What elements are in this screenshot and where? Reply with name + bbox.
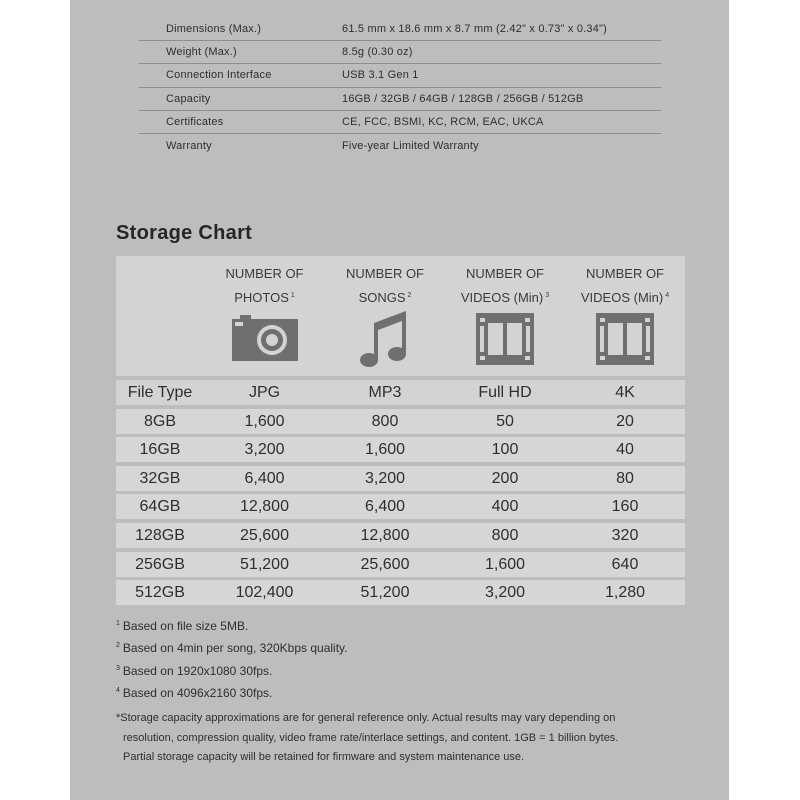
table-cell: Full HD: [478, 384, 532, 401]
table-row: [116, 409, 685, 434]
table-row: [116, 466, 685, 491]
footnotes: [116, 614, 348, 703]
table-cell: 100: [491, 441, 519, 459]
spec-value: USB 3.1 Gen 1: [342, 69, 419, 82]
storage-disclaimer: [116, 709, 686, 768]
header-line1: NUMBER OF: [466, 266, 544, 281]
storage-header-row: [116, 256, 685, 376]
film-strip-icon: [596, 313, 654, 365]
table-cell: 1,600: [364, 441, 406, 459]
table-cell: 25,600: [360, 555, 410, 573]
table-row: [116, 437, 685, 462]
table-cell: File Type: [127, 384, 193, 401]
table-cell: 25,600: [240, 526, 289, 544]
table-cell: 160: [611, 498, 639, 516]
table-row: [116, 494, 685, 519]
disclaimer-line: Partial storage capacity will be retained for firmware and system maintenance use.: [123, 751, 525, 763]
file-type-row: [116, 380, 685, 405]
spec-row: [139, 64, 661, 87]
table-cell: 102,400: [235, 584, 294, 602]
table-cell: 50: [496, 412, 514, 430]
header-line1: NUMBER OF: [225, 266, 304, 281]
header-videos-4k: [565, 256, 685, 376]
header-line2: VIDEOS (Min) $^3$: [460, 290, 550, 305]
table-cell: 51,200: [360, 584, 410, 602]
table-cell: 400: [491, 498, 519, 516]
table-cell: JPG: [248, 384, 281, 401]
table-row: [116, 552, 685, 577]
table-cell: 80: [616, 469, 634, 487]
spec-label: Warranty: [166, 139, 212, 152]
table-cell: 320: [611, 526, 639, 544]
storage-chart-title: Storage Chart: [116, 222, 253, 244]
header-empty-cell: [116, 256, 204, 376]
table-cell: 128GB: [135, 526, 185, 544]
spec-row: [139, 18, 661, 41]
disclaimer-line: *Storage capacity approximations are for general reference only. Actual results may vary depending on: [116, 712, 616, 724]
spec-value: Five-year Limited Warranty: [342, 139, 479, 152]
spec-value: 16GB / 32GB / 64GB / 128GB / 256GB / 512GB: [342, 92, 584, 105]
header-line1: NUMBER OF: [586, 266, 664, 281]
spec-label: Dimensions (Max.): [166, 23, 262, 36]
footnote: $^4$ Based on 4096x2160 30fps.: [116, 685, 273, 700]
table-cell: 1,600: [484, 555, 526, 573]
header-songs: [325, 256, 445, 376]
footnote: $^1$ Based on file size 5MB.: [116, 619, 249, 633]
header-photos: [204, 256, 325, 376]
spec-row: [139, 41, 661, 64]
table-cell: 3,200: [244, 441, 285, 459]
spec-row: [139, 134, 661, 157]
footnote: $^2$ Based on 4min per song, 320Kbps quality.: [116, 641, 348, 656]
header-line2: VIDEOS (Min) $^4$: [580, 290, 670, 305]
storage-table: [116, 256, 685, 605]
header-videos-fhd: [445, 256, 565, 376]
table-cell: 200: [491, 469, 519, 487]
table-cell: 3,200: [364, 469, 406, 487]
table-cell: 51,200: [240, 555, 289, 573]
table-cell: 800: [491, 526, 519, 544]
table-cell: 6,400: [244, 469, 285, 487]
table-cell: 12,800: [360, 526, 410, 544]
table-cell: 1,600: [244, 412, 285, 430]
spec-value: 61.5 mm x 18.6 mm x 8.7 mm (2.42" x 0.73" x 0.34"): [342, 23, 608, 36]
table-cell: 32GB: [139, 469, 181, 487]
spec-label: Connection Interface: [166, 69, 272, 82]
table-cell: 12,800: [240, 498, 289, 516]
table-cell: 8GB: [143, 412, 176, 430]
camera-icon: [232, 313, 298, 361]
table-row: [116, 580, 685, 605]
spec-row: [139, 111, 661, 134]
music-note-icon: [360, 309, 410, 369]
spec-label: Capacity: [166, 92, 211, 105]
spec-label: Weight (Max.): [166, 46, 237, 59]
table-cell: 40: [616, 441, 634, 459]
film-strip-icon: [476, 313, 534, 365]
spec-label: Certificates: [166, 115, 224, 128]
header-line1: NUMBER OF: [346, 266, 424, 281]
table-cell: 20: [616, 412, 634, 430]
table-cell: 6,400: [364, 498, 406, 516]
table-cell: 256GB: [135, 555, 185, 573]
spec-row: [139, 88, 661, 111]
disclaimer-line: resolution, compression quality, video frame rate/interlace settings, and content. 1GB = 1 billion bytes.: [123, 731, 619, 744]
table-cell: 800: [371, 412, 399, 430]
table-cell: 64GB: [139, 498, 181, 516]
spec-value: CE, FCC, BSMI, KC, RCM, EAC, UKCA: [342, 115, 544, 128]
table-cell: 512GB: [135, 584, 185, 602]
footnote: $^3$ Based on 1920x1080 30fps.: [116, 663, 273, 678]
table-cell: 640: [611, 555, 639, 573]
table-cell: 3,200: [484, 584, 526, 602]
table-cell: 1,280: [604, 584, 646, 602]
spec-value: 8.5g (0.30 oz): [342, 46, 413, 59]
table-cell: 16GB: [139, 441, 181, 459]
header-line2: SONGS $^2$: [358, 290, 412, 305]
spec-table: [139, 18, 661, 157]
table-cell: MP3: [368, 384, 402, 401]
header-line2: PHOTOS $^1$: [234, 290, 295, 305]
table-cell: 4K: [615, 384, 635, 401]
table-row: [116, 523, 685, 548]
